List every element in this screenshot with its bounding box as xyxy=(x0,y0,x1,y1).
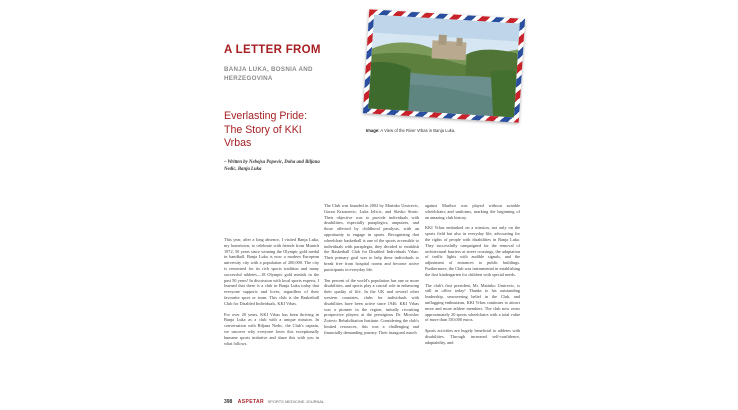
airmail-border xyxy=(363,9,525,122)
caption-label: Image: xyxy=(366,128,380,133)
river-vrbas-photo xyxy=(368,15,519,118)
paragraph: This year, after a long absence, I visited Banja Luka, my hometown, to celebrate with friends from Munich 1972, 50 years since winning the Olympic gold medal in handball. Banja Luka is now a modern European university city with a population of 200,000. The city is renowned for its rich sports tradition and many successful athletes—18 Olympic gold medals in the past 50 years! In discussion with local sports experts, I learned that there is a club in Banja Luka today that everyone supports and loves, regardless of their favourite sport or team. This club is the Basketball Club for Disabled Individuals, KKI Vrbas. xyxy=(224,237,319,306)
brand-logo: ASPETAR xyxy=(237,399,265,405)
paragraph: Ten percent of the world's population has one or more disabilities, and sports play a crucial role in enhancing their quality of life. In the UK and several other western countries, clubs for individuals with disabilities have been active since 1946. KKI Vrbas was a pioneer in the region, initially recruiting prospective players at the prestigious Dr. Miroslav Zotovic Rehabilitation Institute. Considering the club's limited resources, this was a challenging and financially demanding journey. Their inaugural match xyxy=(324,277,419,335)
caption-text: A View of the River Vrbas in Banja Luka. xyxy=(379,128,456,133)
paragraph: against Maribor was played without suitable wheelchairs and uniforms, marking the beginning of an amazing club history. xyxy=(425,203,520,220)
paragraph: The club's first president, Mr. Marinko Umicevic, is still in office today! Thanks to his outstanding leadership, unwavering belief in the Club, and unflagging enthusiasm, KKI Vrbas continues to attract more and more athlete members. The club now owns approximately 20 sports wheelchairs with a total value of more than 150,000 euros. xyxy=(425,282,520,323)
text-column-1 xyxy=(224,237,319,351)
section-label: A LETTER FROM xyxy=(224,44,321,56)
text-column-3 xyxy=(425,203,520,351)
article-title: Everlasting Pride: The Story of KKI Vrbas xyxy=(224,110,308,149)
page-footer xyxy=(224,399,324,405)
paragraph: For over 20 years, KKI Vrbas has been thriving in Banja Luka as a club with a unique mission. In conversation with Biljana Nedic, the Club's captain, we uncover why everyone loves this exceptionally humane sports initiative and share this with you in what follows. xyxy=(224,311,319,346)
text-column-2 xyxy=(324,203,419,341)
journal-name: SPORTS MEDICINE JOURNAL xyxy=(267,399,325,404)
page-number: 398 xyxy=(224,399,233,405)
photo-caption xyxy=(366,128,516,133)
postcard-photo-frame xyxy=(360,8,530,126)
location-subtitle: BANJA LUKA, BOSNIA AND HERZEGOVINA xyxy=(224,66,313,82)
paragraph: Sports activities are hugely beneficial to athletes with disabilities. Through increased self-confidence, adaptability, and xyxy=(425,328,520,345)
paragraph: KKI Vrbas embarked on a mission, not only on the sports field but also in everyday life, advocating for the rights of people with disabilities in Banja Luka. They successfully campaigned for the removal of architectural barriers at street crossings, the adaptation of traffic lights with audible signals, and the adjustment of entrances to public buildings. Furthermore, the Club was instrumental in establishing the first kindergarten for children with special needs. xyxy=(425,225,520,277)
paragraph: The Club was founded in 2002 by Marinko Umicevic, Goran Krznarevic, Luka Jelicic, and Slavko Simic. Their objective was to provide individuals with disabilities, especially paraplegics, amputees, and those affected by childhood paralysis, with an opportunity to engage in sports. Recognizing that wheelchair basketball is one of the sports accessible to individuals with paraplegia, they decided to establish the Basketball Club for Disabled Individuals Vrbas. Their primary goal was to help these individuals to break free from hospital rooms and become active participants in everyday life. xyxy=(324,203,419,272)
article-byline: – Written by Nebojsa Popovic, Doha and Biljana Nedic, Banja Luka xyxy=(224,160,320,172)
